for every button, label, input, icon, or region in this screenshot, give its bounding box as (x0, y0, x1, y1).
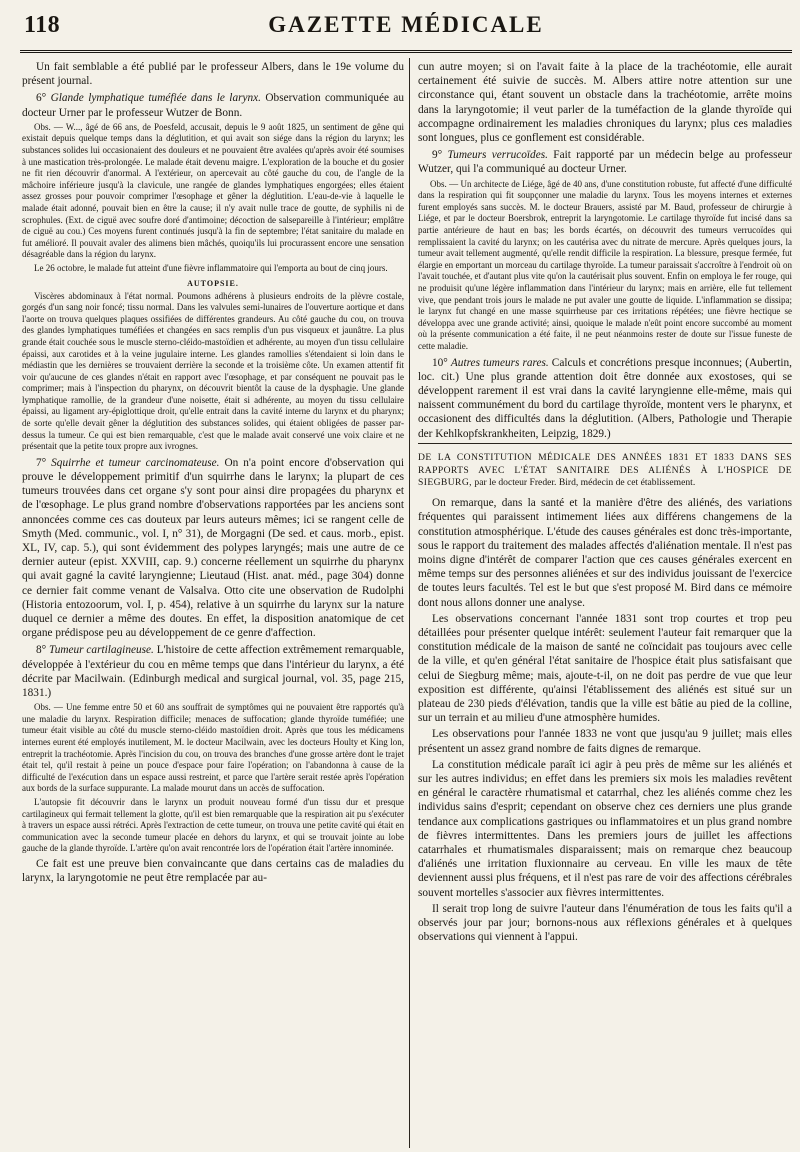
observation-text: Obs. — W..., âgé de 66 ans, de Poesfeld, accusait, depuis le 9 août 1825, un sentiment de gêne qui existait depuis quelque temps dans la déglutition, et qui avait son siége dans la région du larynx; les substances solides lui occasionaient des douleurs et ne pouvaient être avalées qu'après avoir été soumises à une mastication très-prolongée. Le malade était devenu maigre. L'exploration de la bouche et du gosier ne fit rien découvrir d'anormal. A l'extérieur, on apercevait au côté gauche du cou, de l'angle de la mâchoire inférieure jusqu'à la clavicule, une rangée de glandes lymphatiques engorgées; elles étaient assez grosses pour pouvoir comprimer l'œsophage et gêner la déglutition. L'eau-de-vie à laquelle le malade était adonné, pouvait bien en être la cause; il n'y avait nulle trace de goutte, de syphilis ni de scrophules. (Ext. de ciguë avec soufre doré d'antimoine; décoction de salsepareille à l'intérieur; emplâtre de ciguë au cou.) Ces moyens furent continués jusqu'à la fin de septembre; l'état sanitaire du malade en fut amélioré. Il pouvait avaler des alimens bien mâchés, quoiqu'ils lui procurassent encore une sensation désagréable dans la région du larynx. (22, 121, 404, 260)
article-separator (418, 443, 792, 490)
header-rule (20, 50, 792, 53)
page-number: 118 (24, 12, 61, 38)
paragraph: Les observations pour l'année 1833 ne vont que jusqu'au 9 juillet; mais elles présentent un assez grand nombre de faits dignes de remarque. (418, 728, 792, 755)
paragraph: Ce fait est une preuve bien convaincante que dans certains cas de maladies du larynx, la laryngotomie ne peut être remplacée par au- (22, 858, 404, 885)
observation-text: L'autopsie fit découvrir dans le larynx un produit nouveau formé d'un tissu dur et presque cartilagineux qui fermait tellement la glotte, qu'il est bien remarquable que la respiration ait pu s'exécuter à travers un espace aussi rétréci. Après l'extraction de cette tumeur, on trouva une petite cavité qui était en communication avec la seconde tumeur placée en dehors du larynx, et qui se trouvait jointe au lobe gauche de la glande thyroïde. L'artère qu'on avait rencontrée lors de l'opération était l'artère innominée. (22, 797, 404, 854)
section-title: Glande lymphatique tuméfiée dans le larynx. (50, 92, 261, 105)
page-header (20, 6, 792, 46)
section-heading-9 (418, 148, 792, 176)
section-heading-8 (22, 643, 404, 700)
section-number: 7° (36, 456, 47, 469)
section-text: Calculs et concrétions presque inconnues; (Aubertin, loc. cit.) Une plus grande attention doit être donnée aux exostoses, qui se développent rarement il est vrai dans la cavité laryngienne elle-même, mais qui naissent communément du bord du cartilage thyroïde, montent vers le pharynx, et occasionent des difficultés dans la déglutition. (Albers, Pathologie und Therapie der Kehlkopfskrankheiten, Leipzig, 1829.) (418, 356, 792, 440)
observation-text: Obs. — Un architecte de Liége, âgé de 40 ans, d'une constitution robuste, fut affecté d'une difficulté dans la respiration qui fit soupçonner une maladie du larynx. Tous les moyens internes et externes furent employés sans succès. M. le docteur Brauers, assisté par M. Baud, professeur de chirurgie à Liége, et par le docteur Boersbrok, entreprit la laryngotomie. Le cartilage thyroïde fut incisé dans sa partie antérieure de haut en bas; les bords écartés, on découvrit des tumeurs verrucoïdes qui remplissaient la cavité du larynx; on les cautérisa avec du nitrate de mercure. Après quelques jours, la tumeur avait tellement augmenté, qu'elle rendit difficile la respiration. La blessure, presque fermée, fut élargie en emportant un morceau du cartilage thyroïde. La tumeur paraissait s'accroître à l'endroit où on l'avait touchée, et d'autant plus vite qu'on la cautérisait plus souvent. Enfin on employa le fer rouge, qui ne produisit qu'une légère inflammation dans l'intérieur du larynx; mais en arrière, elle fut tellement vive, que pendant trois jours le malade ne put avaler une goutte de liquide. L'inflammation se dissipa; le larynx fut changé en une masse squirrheuse par ces irritations répétées; une fièvre hectique se développa avec une grande activité; ainsi, quoique le malade n'eût point encore succombé au moment où la présente communication a été faite, il ne peut néanmoins rester de doute sur l'issue funeste de cette maladie. (418, 178, 792, 351)
paragraph: cun autre moyen; si on l'avait faite à la place de la trachéotomie, elle aurait certainement été suivie de succès. M. Albers attire notre attention sur une circonstance qui, étant souvent un obstacle dans la trachéotomie, arrête moins dans la laryngotomie; il veut parler de la tuméfaction de la glande thyroïde qui accompagne ordinairement les maladies chroniques du larynx; plus ces maladies sont longues, plus ce gonflement est considérable. (418, 61, 792, 145)
article-title (418, 452, 792, 490)
section-text: Observation communiquée au docteur Urner par le professeur Wutzer de Bonn. (22, 92, 404, 119)
observation-text: Viscères abdominaux à l'état normal. Poumons adhérens à plusieurs endroits de la plèvre costale, gorgés d'un sang noir foncé; tissu normal. Dans les valvules semi-lunaires de l'ouverture aortique et dans l'aorte on trouva quelques plaques ossifiées de différentes grandeurs. Au côté gauche du cou, on trouva des glandes lymphatiques tuméfiées et changées en sacs remplis d'un pus visqueux et jaunâtre. La plus grande était couchée sous le muscle sterno-cléido-mastoïdien et adhérente, au moyen d'un tissu cellulaire épaissi, aux carotides et à la veine jugulaire interne. Les glandes ramollies s'étendaient si loin dans le médiastin que les dernières se trouvaient derrière la seconde et la troisième côte. Un examen attentif fit voir qu'aucune de ces glandes n'était en rapport avec l'œsophage, et par conséquent ne pouvait pas le comprimer; mais à l'inspection du pharynx, on découvrit bientôt la cause de la dysphagie. Une glande lymphatique ramollie, de la grandeur d'une noisette, était si adhérente, au moyen du tissu cellulaire épaissi, au ligament ary-épiglottique droit, qu'elle entrait dans la cavité interne du larynx et du pharynx; de sorte qu'elle devait gêner la déglutition des substances solides, qui étaient obligées de passer par-dessus la tumeur. Ce qui est bien remarquable, c'est que le malade avait conservé une voix claire et ne présentait que la petite toux propre aux ivrognes. (22, 290, 404, 452)
section-number: 6° (36, 92, 47, 105)
observation-text: Le 26 octobre, le malade fut atteint d'une fièvre inflammatoire qui l'emporta au bout de cinq jours. (34, 262, 388, 273)
paragraph: Un fait semblable a été publié par le professeur Albers, dans le 19e volume du présent journal. (22, 61, 404, 88)
section-heading-6 (22, 91, 404, 119)
section-heading-10 (418, 356, 792, 441)
article-title-caps: DE LA CONSTITUTION MÉDICALE DES ANNÉES 1831 ET 1833 DANS SES RAPPORTS AVEC L'ÉTAT SANITAIRE DES ALIÉNÉS À L'HOSPICE DE SIEGBURG, (418, 451, 792, 489)
section-title: Tumeur cartilagineuse. (49, 644, 154, 657)
section-text: L'histoire de cette affection extrêmement remarquable, développée à l'extérieur du cou en même temps que dans l'intérieur du larynx, a été décrite par Macilwain. (Edinburgh medical and surgical journal, vol. 35, page 215, 1831.) (22, 644, 404, 700)
section-number: 10° (432, 356, 448, 369)
section-number: 9° (432, 149, 443, 162)
journal-title: GAZETTE MÉDICALE (268, 12, 544, 37)
section-title: Squirrhe et tumeur carcinomateuse. (51, 456, 220, 469)
section-heading-7 (22, 456, 404, 641)
right-column (418, 60, 792, 1145)
section-number: 8° (36, 644, 47, 657)
observation-text: Obs. — Une femme entre 50 et 60 ans souffrait de symptômes qui ne pouvaient être rapportés qu'à une maladie du larynx. Respiration difficile; menaces de suffocation; glande thyroïde tuméfiée; une tumeur était visible au côté du muscle sterno-cléido mastoïdien droit. Après que tous les médicamens internes eurent été employés inutilement, M. le docteur Macilwain, avec les docteurs Houlty et King lon, entreprit la trachéotomie. Après l'incision du cou, on trouva des branches d'une grosse artère dont le trajet était tel, qu'il restait à peine un pouce d'espace pour faire l'opération; on l'abandonna à cause de la difficulté de l'exécution dans un espace aussi restreint, et parce que l'artère serait restée après l'opération aux bords de la surface suppurante. La malade mourut dans un accès de suffocation. (22, 702, 404, 794)
section-title: Autres tumeurs rares. (450, 356, 549, 369)
autopsie-label: AUTOPSIE. (187, 278, 239, 288)
paragraph: Les observations concernant l'année 1831 sont trop courtes et trop peu détaillées pour présenter quelque intérêt: seulement l'auteur fait remarquer que la constitution médicale de la maison de santé ne coïncidait pas toujours avec celle de la ville, et qu'en général l'état sanitaire de l'hospice était plus satisfaisant que celui de Siegburg même; mais, ajoute-t-il, on ne doit pas perdre de vue que leur exposition est différente, qu'ainsi l'établissement des aliénés est situé sur un plateau de 230 pieds d'élévation, tandis que la ville est bâtie au pied de la colline, sur un terrain et au milieu d'une atmosphère humides. (418, 612, 792, 725)
left-column (22, 60, 404, 1145)
paragraph: La constitution médicale paraît ici agir à peu près de même sur les aliénés et sur les autres individus; en effet dans les premiers six mois les maladies revêtent en général le caractère rhumatismal et catarrhal, chez les aliénés comme chez les individus sains d'esprit; cependant on observe chez ces derniers une plus grande tendance aux complications gastriques ou inflammatoires et un plus grand nombre de fièvres intermittentes. Dans les premiers jours de juillet les affections catarrhales et rhumatismales disparaissent; mais on remarque chez beaucoup d'aliénés une irritation fluxionnaire au cerveau. En ville les maux de tête deviennent aussi plus fréquens, et il n'est pas rare de voir des affections cérébrales souvent mortelles s'associer aux fièvres intermittentes. (418, 758, 792, 899)
paragraph: On remarque, dans la santé et la manière d'être des aliénés, des variations fréquentes qui paraissent intimement liées aux différens changemens de la constitution atmosphérique. L'étude des causes générales est donc très-importante, sous le rapport du traitement des malades affectés d'aliénation mentale. Il n'est pas moins digne d'intérêt de comparer l'action que ces causes générales exercent en même temps sur des personnes aliénées et sur des individus jouissant de l'exercice de toutes leurs facultés. Tel est le but que s'est proposé M. Bird dans ce mémoire dont nous allons donner une analyse. (418, 497, 792, 609)
section-text: Fait rapporté par un médecin belge au professeur Wutzer, qui l'a communiqué au docteur Urner. (418, 149, 792, 176)
article-author: par le docteur Freder. Bird, médecin de cet établissement. (474, 477, 696, 489)
section-title: Tumeurs verrucoïdes. (447, 149, 548, 162)
section-text: On n'a point encore d'observation qui prouve le développement primitif d'un squirrhe dans le larynx; la plupart de ces tumeurs trouvées dans cet organe s'y sont pour ainsi dire propagées du pharynx et de l'œsophage. Le plus grand nombre d'observations rapportées par les anciens sont annoncées comme ces cas douteux par leurs auteurs mêmes; ici se rangent celle de Smyth (Med. communic., vol. I, n° 31), de Morgagni (De sed. et caus. morb., epist. XL, IV, cap. 5.), qui sont évidemment des polypes laryngés; mais une autre de ce dernier auteur (epist. XXVIII, cap. 9.) concerne réellement un squirrhe du pharynx qui avait gagné la cavité laryngienne; Lieutaud (Hist. anat. méd., page 304) donne ce dernier fait comme venant de Valsalva. Otto cite une observation de Rudolphi (Historia entozoorum, vol. I, p. 454), relative à un squirrhe du larynx sur la nature duquel ce dernier a même des doutes. En effet, la disposition anatomique de cet organe prédispose peu au développement de ce genre d'affection. (22, 456, 404, 640)
paragraph: Il serait trop long de suivre l'auteur dans l'énumération de tous les faits qu'il a observés jour par jour; bornons-nous aux réflexions générales et à quelques observations qui viennent à l'appui. (418, 902, 792, 944)
column-divider (409, 58, 410, 1148)
